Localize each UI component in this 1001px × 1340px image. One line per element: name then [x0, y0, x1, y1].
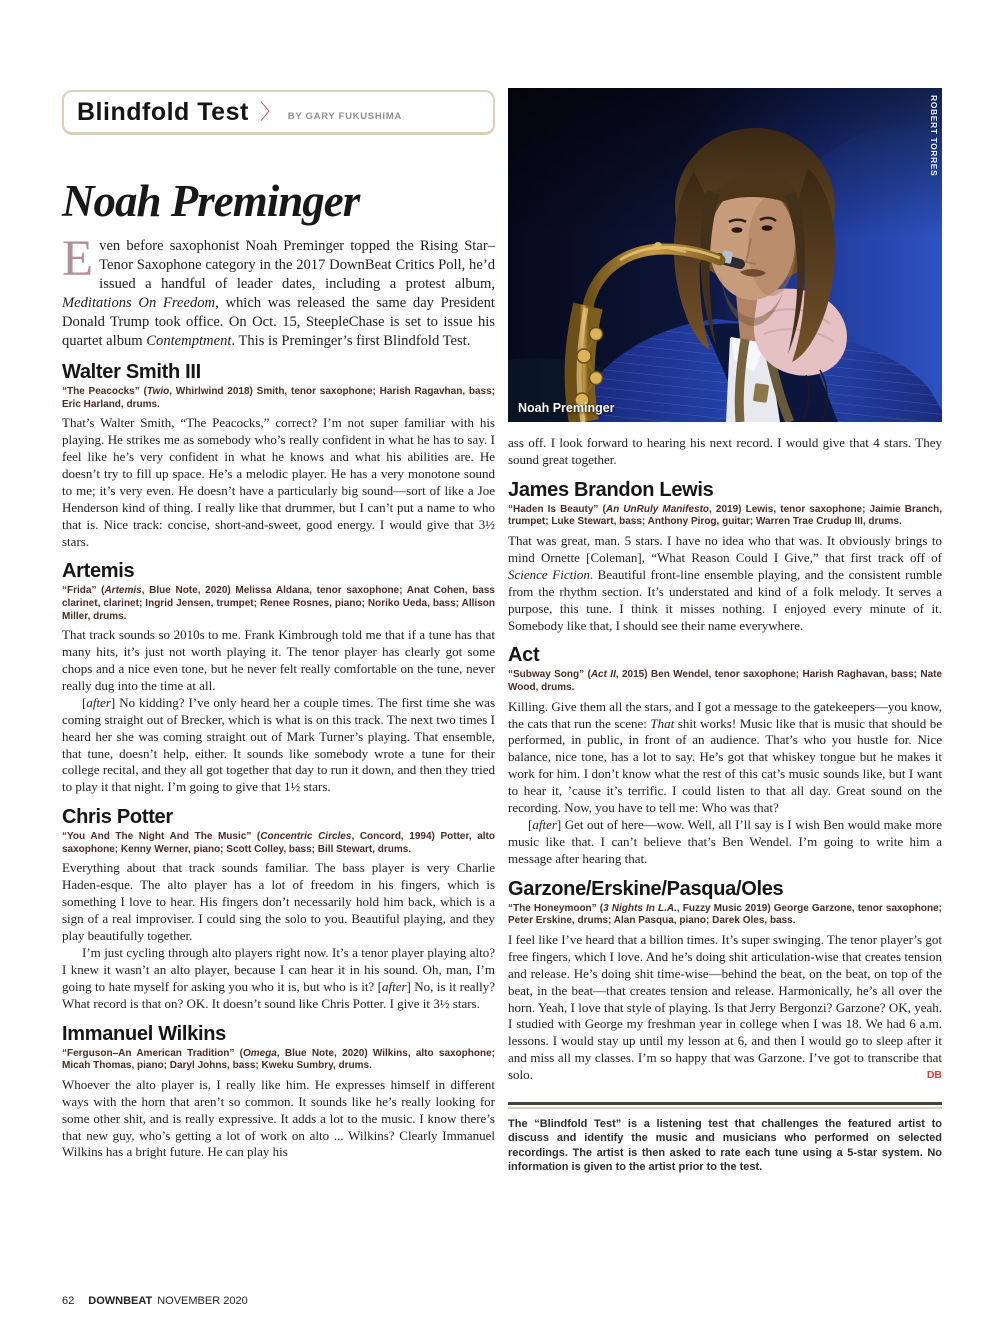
left-sections-container [62, 362, 495, 1161]
text-run: ven before saxophonist Noah Preminger topped the Rising Star–Tenor Saxophone category in the 2017 DownBeat Critics Poll, he’d issued a handful of leader dates, including a protest album, [99, 238, 495, 292]
text-run: ] Get out of here—wow. Well, all I’ll say is I wish Ben would make more music like that. I can’t believe that’s Ben Wendel. I’m going to write him a message after hearing that. [508, 816, 942, 866]
section-paragraph [508, 817, 942, 868]
right-sections-container [508, 480, 942, 1084]
section-paragraph [62, 627, 495, 695]
italic-text: Omega [242, 1047, 277, 1059]
text-run: “Subway Song” ( [508, 669, 591, 681]
track-credit [508, 669, 942, 694]
section-garzone-erskine-pasqua-oles [508, 879, 942, 1084]
section-heading: Artemis [62, 560, 135, 583]
text-run: Killing. Give them all the stars, and I got a message to the gatekeepers—you know, the cats that run the scene: [508, 698, 942, 731]
blindfold-test-disclaimer [508, 1102, 942, 1175]
section-heading: James Brandon Lewis [508, 478, 714, 501]
photo-caption: Noah Preminger [518, 401, 615, 415]
italic-text: Contemptment [146, 333, 232, 349]
section-heading: Immanuel Wilkins [62, 1022, 226, 1045]
italic-text: after [86, 694, 111, 710]
italic-text: Artemis [104, 585, 142, 597]
text-run: “Ferguson–An American Tradition” ( [62, 1047, 243, 1059]
magazine-name: DOWNBEAT [88, 1295, 153, 1307]
text-run: I feel like I’ve heard that a billion times. It’s super swinging. The tenor player’s got free fingers, which I love. And he’s doing shit articulation-wise that creates tension and release. He’s doing shit time-wise—behind the beat, on the beat, on top of the beat, in the beat—that creates tension and release. Harmonically, he’s all over the horn. Yeah, I love that style of playing. Is that Jerry Bergonzi? Garzone? OK, yeah. I studied with George my freshman year in college when I was 18. We had 6 a.m. lessons. I would stay up until my lesson at 6, and then I would go to sleep after it and miss all my classes. I’m so happy that was Garzone. I’ve got to transcribe that solo. [508, 931, 942, 1083]
italic-text: Science Fiction [508, 566, 590, 582]
issue-date: NOVEMBER 2020 [157, 1295, 248, 1307]
track-credit [62, 585, 495, 623]
byline: BY GARY FUKUSHIMA [287, 111, 402, 122]
section-artemis [62, 561, 495, 796]
text-run: , Blue Note, 2020) Wilkins, alto saxophone; Micah Thomas, piano; Daryl Johns, bass; Kweku Sumbry, drums. [62, 1047, 495, 1072]
photo-credit: ROBERT TORRES [929, 95, 939, 177]
text-run: , Whirlwind 2018) Smith, tenor saxophone; Harish Ragavhan, bass; Eric Harland, drums. [62, 386, 496, 410]
section-heading: Act [508, 644, 540, 667]
section-paragraph [508, 699, 942, 817]
section-act [508, 645, 942, 867]
section-paragraph [62, 1077, 495, 1162]
page-number: 62 [62, 1295, 75, 1307]
continuation-paragraph: ass off. I look forward to hearing his next record. I would give that 4 stars. They sound great together. [508, 435, 942, 467]
track-credit [508, 504, 942, 529]
italic-text: An UnRuly Manifesto [605, 503, 710, 515]
text-run: , 2019) Lewis, tenor saxophone; Jaimie Branch, trumpet; Luke Stewart, bass; Anthony Pirog, guitar; Warren Trae Crudup III, drums. [508, 503, 942, 528]
text-run: shit works! Music like that is music that should be performed, in public, in front of an audience. That’s who you hustle for. Nice balance, nice tone, has a lot to say. He’s got that whiskey tongue but he makes it work for him. I don’t know what the rest of this cat’s music sounds like, but I want to hear it, ’cause it’s terrific. I could listen to that all day. Great sound on the recording. Now, you have to tell me: Who was that? [508, 715, 942, 816]
column-title: Blindfold Test [77, 97, 249, 126]
section-paragraph [508, 932, 942, 1084]
section-paragraph [62, 695, 495, 796]
text-run: “Haden Is Beauty” ( [508, 503, 606, 515]
artist-photo-illustration [508, 88, 942, 422]
text-run: “Frida” ( [62, 585, 105, 597]
text-run: . This is Preminger’s first Blindfold Test. [231, 333, 471, 349]
section-immanuel-wilkins [62, 1024, 495, 1162]
text-run: Everything about that track sounds familiar. The bass player is very Charlie Haden-esque. The alto player has a lot of freedom in his fingers, which is something I love to hear. His fingers don’t necessarily hold him back, which is a sign of a real improviser. I could sing the solo to you. Beautiful playing, and they play beautifully together. [62, 860, 495, 944]
track-credit [62, 386, 495, 411]
text-run: That track sounds so 2010s to me. Frank Kimbrough told me that if a tune has that many hits, it’s just not worth playing it. The tenor player has clearly got some chops and a nice even tone, but he never felt really comfortable on the tune, never really dug into the time at all. [62, 627, 495, 693]
text-run: , which was released the same day President Donald Trump took office. On Oct. 15, SteepleChase is set to issue his quartet album [62, 295, 495, 349]
italic-text: after [532, 816, 557, 832]
italic-text: Act II [590, 669, 616, 681]
section-heading: Garzone/Erskine/Pasqua/Oles [508, 877, 784, 900]
text-run: ] No kidding? I’ve only heard her a couple times. The first time she was coming straight out of Brecker, which is what is on this track. The next two times I heard her she was coming straight out of Mark Turner’s playing. That ensemble, that tune, doesn’t help, either. It sounds like somebody wrote a tune for their college recital, and they all got together that day to run it down, and then they tried to play it that night. I’m going to give that 1½ stars. [62, 694, 495, 795]
text-run: “The Peacocks” ( [62, 386, 147, 397]
text-run: , 2015) Ben Wendel, tenor saxophone; Harish Raghavan, bass; Nate Wood, drums. [508, 669, 943, 694]
section-chris-potter [62, 807, 495, 1012]
intro-paragraph [62, 231, 495, 351]
section-walter-smith-iii [62, 362, 495, 550]
text-run: “You And The Night And The Music” ( [62, 831, 261, 843]
text-run: ] No, is it really? What record is that on? OK. It doesn’t sound like Chris Potter. I give it 3½ stars. [62, 978, 495, 1011]
text-run: , Fuzzy Music 2019) George Garzone, tenor saxophone; Peter Erskine, drums; Alan Pasqua, piano; Darek Oles, bass. [508, 902, 942, 927]
text-run: I’m just cycling through alto players right now. It’s a tenor player playing alto? I knew it wasn’t an alto player, because I can hear it in his sound. Oh, man, I’m going to hate myself for asking you who it is, but who is it? [ [62, 945, 495, 994]
italic-text: after [381, 978, 407, 994]
section-heading: Chris Potter [62, 806, 173, 829]
section-paragraph [62, 860, 495, 945]
column-header-box [62, 90, 495, 135]
italic-text: Twio [146, 386, 170, 397]
section-heading: Walter Smith III [62, 361, 201, 383]
text-run: [ [528, 816, 533, 832]
disclaimer-text: The “Blindfold Test” is a listening test that challenges the featured artist to discuss and identify the music and musicians who performed on selected recordings. The artist is then asked to rate each tune using a 5-star system. No information is given to the artist prior to the test. [508, 1107, 942, 1175]
section-james-brandon-lewis [508, 480, 942, 635]
italic-text: 3 Nights In L.A. [603, 902, 677, 914]
section-paragraph [62, 415, 495, 550]
text-run: That’s Walter Smith, “The Peacocks,” correct? I’m not super familiar with his playing. He strikes me as somebody who’s really confident in what he has to say. I feel like he’s very confident in what he knows and what his abilities are. He doesn’t try to fill up space. He’s a melodic player. He has a very monotone sound to me; it’s very even. He doesn’t have a particularly big sound—sort of like a Joe Henderson kind of thing. I really like that drummer, but I can’t put a name to who that is. Nice track: concise, short-and-sweet, good energy. I would give that 3½ stars. [62, 415, 495, 549]
track-credit [62, 1048, 495, 1073]
right-column [508, 88, 942, 1175]
text-run: , Concord, 1994) Potter, alto saxophone; Kenny Werner, piano; Scott Colley, bass; Bill Stewart, drums. [62, 831, 495, 855]
track-credit [62, 831, 495, 856]
text-run: That was great, man. 5 stars. I have no idea who that was. It obviously brings to mind Ornette [Coleman], “What Reason Could I Give,” that first track off of [508, 533, 942, 565]
artist-photo [508, 88, 942, 422]
page-footer [62, 1295, 248, 1307]
end-mark-db: DB [926, 1069, 942, 1082]
drop-cap: E [62, 231, 94, 287]
left-column [62, 90, 495, 1161]
text-run: . Beautiful front-line ensemble playing, and the consistent rumble from the rhythm section. It’s understated and kind of a folk melody. It serves a purpose, this tune. I think it misses nothing. I enjoyed every minute of it. Somebody like that, I should see their name everywhere. [508, 566, 942, 633]
italic-text: Meditations On Freedom [62, 295, 216, 311]
italic-text: Concentric Circles [260, 831, 352, 843]
text-run: “The Honeymoon” ( [508, 902, 604, 914]
chevron-icon: 〉 [259, 101, 281, 124]
italic-text: That [650, 715, 675, 731]
article-title: Noah Preminger [62, 176, 360, 226]
text-run: [ [82, 694, 87, 710]
section-paragraph [62, 945, 495, 1013]
track-credit [508, 903, 942, 928]
section-paragraph [508, 533, 942, 634]
text-run: Whoever the alto player is, I really like him. He expresses himself in different ways with the horn that aren’t so common. It sounds like he’s really looking for some other shit, and is really expressive. It adds a lot to the music. I know there’s that new guy, who’s getting a lot of work on alto ... Wilkins? Clearly Immanuel Wilkins has a bright future. He can play his [62, 1076, 495, 1160]
text-run: , Blue Note, 2020) Melissa Aldana, tenor saxophone; Anat Cohen, bass clarinet, clarinet; Ingrid Jensen, trumpet; Renee Rosnes, piano; Noriko Ueda, bass; Allison Miller, drums. [62, 585, 495, 622]
intro-text [62, 231, 495, 349]
